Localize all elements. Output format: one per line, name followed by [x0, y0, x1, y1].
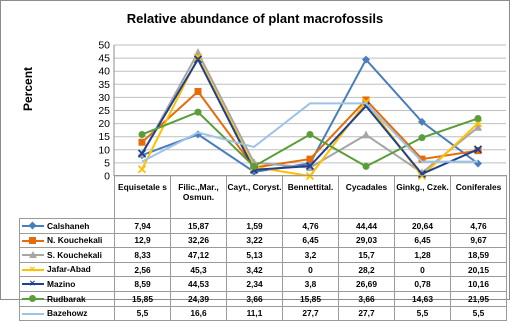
table-cell: 28,2 [339, 262, 395, 277]
legend-entry [20, 277, 115, 292]
legend-label: S. Kouchekali [47, 249, 102, 260]
table-cell: 2,34 [227, 277, 283, 292]
table-cell: 47,12 [171, 248, 227, 263]
table-cell: 1,28 [395, 248, 451, 263]
legend-entry [20, 262, 115, 277]
table-corner [20, 176, 115, 219]
table-cell: 20,64 [395, 219, 451, 234]
legend-label: Calshaneh [47, 220, 90, 231]
table-cell: 29,03 [339, 233, 395, 248]
table-cell: 10,16 [451, 277, 507, 292]
table-cell: 26,69 [339, 277, 395, 292]
table-row [20, 291, 507, 306]
legend-swatch: ✕ [22, 280, 44, 289]
table-cell: 1,59 [227, 219, 283, 234]
table-cell: 6,45 [395, 233, 451, 248]
table-cell: 27,7 [339, 306, 395, 321]
legend-entry [20, 233, 115, 248]
table-cell: 8,33 [115, 248, 171, 263]
x-category-label: Filic.,Mar., Osmun. [171, 176, 227, 219]
table-cell: 3,42 [227, 262, 283, 277]
data-point-n-kouchekali [139, 139, 146, 146]
table-cell: 15,7 [339, 248, 395, 263]
x-category-label: Equisetale s [115, 176, 171, 219]
series-line-calshaneh [142, 60, 478, 172]
data-point-rudbarak [251, 163, 258, 170]
x-category-label: Cayt., Coryst. [227, 176, 283, 219]
legend-swatch [22, 310, 44, 319]
table-cell: 7,94 [115, 219, 171, 234]
table-row [20, 262, 507, 277]
data-point-n-kouchekali [195, 88, 202, 95]
table-cell: 3,2 [283, 248, 339, 263]
y-tick-label: 35 [98, 78, 110, 91]
legend-swatch: ✕ [22, 266, 44, 275]
legend-entry [20, 306, 115, 321]
table-cell: 4,76 [451, 219, 507, 234]
y-tick-label: 50 [98, 39, 110, 52]
table-cell: 24,39 [171, 291, 227, 306]
table-cell: 8,59 [115, 277, 171, 292]
table-cell: 4,76 [283, 219, 339, 234]
legend-label: Rudbarak [47, 293, 86, 304]
legend-label: Jafar-Abad [47, 264, 91, 275]
table-row [20, 233, 507, 248]
table-cell: 11,1 [227, 306, 283, 321]
table-cell: 27,7 [283, 306, 339, 321]
x-category-label: Cycadales [339, 176, 395, 219]
y-tick-label: 5 [104, 157, 110, 170]
y-tick-label: 45 [98, 52, 110, 65]
table-row [20, 277, 507, 292]
legend-entry [20, 248, 115, 263]
legend-swatch [22, 295, 44, 304]
data-point-n-kouchekali [307, 156, 314, 163]
legend-label: Mazino [47, 279, 76, 290]
legend-entry [20, 291, 115, 306]
table-cell: 14,63 [395, 291, 451, 306]
table-cell: 3,22 [227, 233, 283, 248]
x-category-label: Coniferales [451, 176, 507, 219]
data-point-s-kouchekali [362, 130, 370, 138]
legend-label: Bazehowz [47, 308, 88, 319]
y-tick-label: 40 [98, 65, 110, 78]
legend-entry [20, 219, 115, 234]
table-row [20, 306, 507, 321]
table-cell: 3,8 [283, 277, 339, 292]
table-cell: 45,3 [171, 262, 227, 277]
table-cell: 16,6 [171, 306, 227, 321]
table-cell: 18,59 [451, 248, 507, 263]
y-tick-label: 20 [98, 118, 110, 131]
table-cell: 12,9 [115, 233, 171, 248]
data-point-rudbarak [419, 134, 426, 141]
y-tick-label: 25 [98, 105, 110, 117]
table-row [20, 219, 507, 234]
table-cell: 9,67 [451, 233, 507, 248]
table-cell: 20,15 [451, 262, 507, 277]
data-point-rudbarak [363, 163, 370, 170]
table-cell: 15,85 [115, 291, 171, 306]
table-cell: 2,56 [115, 262, 171, 277]
y-tick-label: 30 [98, 91, 110, 104]
table-cell: 5,5 [451, 306, 507, 321]
legend-swatch [22, 251, 44, 260]
data-point-rudbarak [139, 131, 146, 138]
data-point-rudbarak [195, 109, 202, 116]
table-cell: 6,45 [283, 233, 339, 248]
data-point-rudbarak [307, 131, 314, 138]
data-table [19, 175, 507, 321]
y-tick-label: 0 [104, 170, 110, 183]
table-cell: 3,66 [339, 291, 395, 306]
legend-label: N. Kouchekali [47, 235, 103, 246]
table-cell: 44,44 [339, 219, 395, 234]
table-cell: 3,66 [227, 291, 283, 306]
y-tick-label: 10 [98, 144, 110, 157]
table-cell: 5,13 [227, 248, 283, 263]
table-cell: 15,85 [283, 291, 339, 306]
table-cell: 5,5 [115, 306, 171, 321]
y-axis-label: Percent [20, 66, 35, 111]
table-cell: 32,26 [171, 233, 227, 248]
table-cell: 0,78 [395, 277, 451, 292]
table-cell: 15,87 [171, 219, 227, 234]
x-category-label: Ginkg., Czek. [395, 176, 451, 219]
y-tick-label: 15 [98, 131, 110, 144]
table-cell: 44,53 [171, 277, 227, 292]
table-cell: 5,5 [395, 306, 451, 321]
data-point-jafar-abad [139, 166, 146, 173]
chart-title: Relative abundance of plant macrofossils [126, 11, 384, 26]
data-point-rudbarak [475, 115, 482, 122]
table-cell: 0 [283, 262, 339, 277]
legend-swatch [22, 222, 44, 231]
x-category-label: Bennettital. [283, 176, 339, 219]
legend-swatch [22, 237, 44, 246]
table-cell: 0 [395, 262, 451, 277]
table-cell: 21,95 [451, 291, 507, 306]
table-row [20, 248, 507, 263]
